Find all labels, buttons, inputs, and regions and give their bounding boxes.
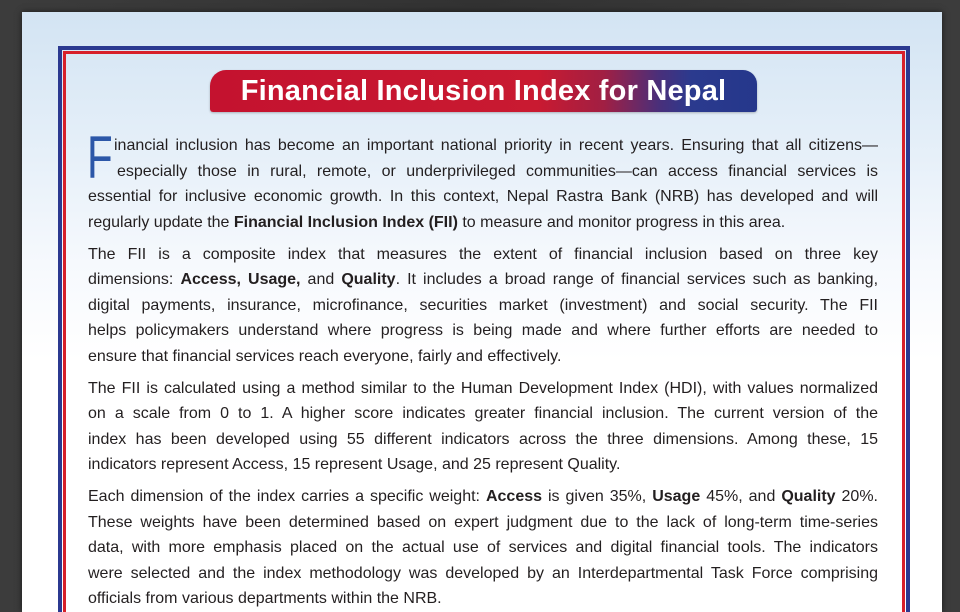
text-line: [88, 159, 878, 185]
text-line: [88, 318, 878, 344]
text-run: data, with more emphasis placed on the actual use of services and digital financial tools. The indicators: [88, 539, 878, 556]
text-line: [88, 242, 878, 268]
text-line: [88, 401, 878, 427]
paragraph-intro: [87, 124, 878, 235]
text-line: [88, 133, 878, 159]
text-run: . It includes a broad range of financial services such as banking,: [395, 271, 878, 288]
text-run: helps policymakers understand where progress is being made and where further efforts are needed to: [88, 322, 878, 339]
text-run: The FII is calculated using a method similar to the Human Development Index (HDI), with values normalized: [88, 379, 878, 397]
text-run: ensure that financial services reach everyone, fairly and effectively.: [88, 347, 562, 365]
text-run: and: [300, 271, 342, 288]
paragraph-composite-index: [88, 242, 878, 370]
text-line: [88, 452, 878, 478]
text-run: 20%.: [835, 488, 878, 505]
text-run: to measure and monitor progress in this area.: [457, 213, 786, 231]
drop-cap: F: [87, 124, 113, 191]
paragraph-weights: [88, 484, 878, 612]
bold-text-run: Quality: [341, 271, 396, 288]
text-line: [88, 561, 878, 587]
text-run: These weights have been determined based on expert judgment due to the lack of long-term time-series: [88, 513, 878, 531]
text-run: index has been developed using 55 different indicators across the three dimensions. Among these, 15: [88, 430, 878, 448]
text-run: especially those in rural, remote, or underprivileged communities—can access financial services is: [117, 162, 878, 180]
text-line: [88, 484, 878, 510]
text-run: The FII is a composite index that measures the extent of financial inclusion based on three key: [88, 245, 878, 263]
text-line: [88, 293, 878, 319]
text-run: is given 35%,: [542, 488, 653, 505]
text-line: [88, 376, 878, 402]
text-run: Each dimension of the index carries a specific weight:: [88, 488, 486, 505]
bold-text-run: Access, Usage,: [180, 271, 301, 288]
text-run: digital payments, insurance, microfinance, securities market (investment) and social security. The FII: [88, 296, 878, 314]
text-run: dimensions:: [88, 271, 181, 288]
text-line: [88, 510, 878, 536]
text-line: [88, 184, 878, 210]
bold-text-run: Financial Inclusion Index (FII): [233, 213, 458, 231]
text-line: [88, 344, 878, 370]
text-line: [88, 427, 878, 453]
text-run: on a scale from 0 to 1. A higher score indicates greater financial inclusion. The current version of the: [88, 405, 878, 422]
body-text: [87, 124, 878, 612]
text-run: were selected and the index methodology was developed by an Interdepartmental Task Force comprising: [88, 564, 878, 582]
text-run: essential for inclusive economic growth. In this context, Nepal Rastra Bank (NRB) has developed and will: [88, 188, 878, 205]
title-banner: [210, 70, 757, 112]
bold-text-run: Access: [485, 488, 543, 505]
text-line: [88, 535, 878, 561]
page-title: Financial Inclusion Index for Nepal: [240, 75, 727, 107]
text-run: indicators represent Access, 15 represent Usage, and 25 represent Quality.: [88, 456, 621, 473]
paragraph-calculation: [88, 376, 878, 478]
bold-text-run: Usage: [652, 488, 701, 505]
bold-text-run: Quality: [781, 488, 836, 505]
document-page: [22, 12, 942, 612]
text-line: [88, 210, 878, 236]
text-run: 45%, and: [700, 488, 782, 505]
text-line: [88, 267, 878, 293]
text-line: [88, 586, 878, 612]
text-run: officials from various departments within the NRB.: [88, 590, 442, 607]
text-run: regularly update the: [88, 213, 234, 231]
text-run: inancial inclusion has become an important national priority in recent years. Ensuring that all citizens—: [114, 137, 878, 154]
